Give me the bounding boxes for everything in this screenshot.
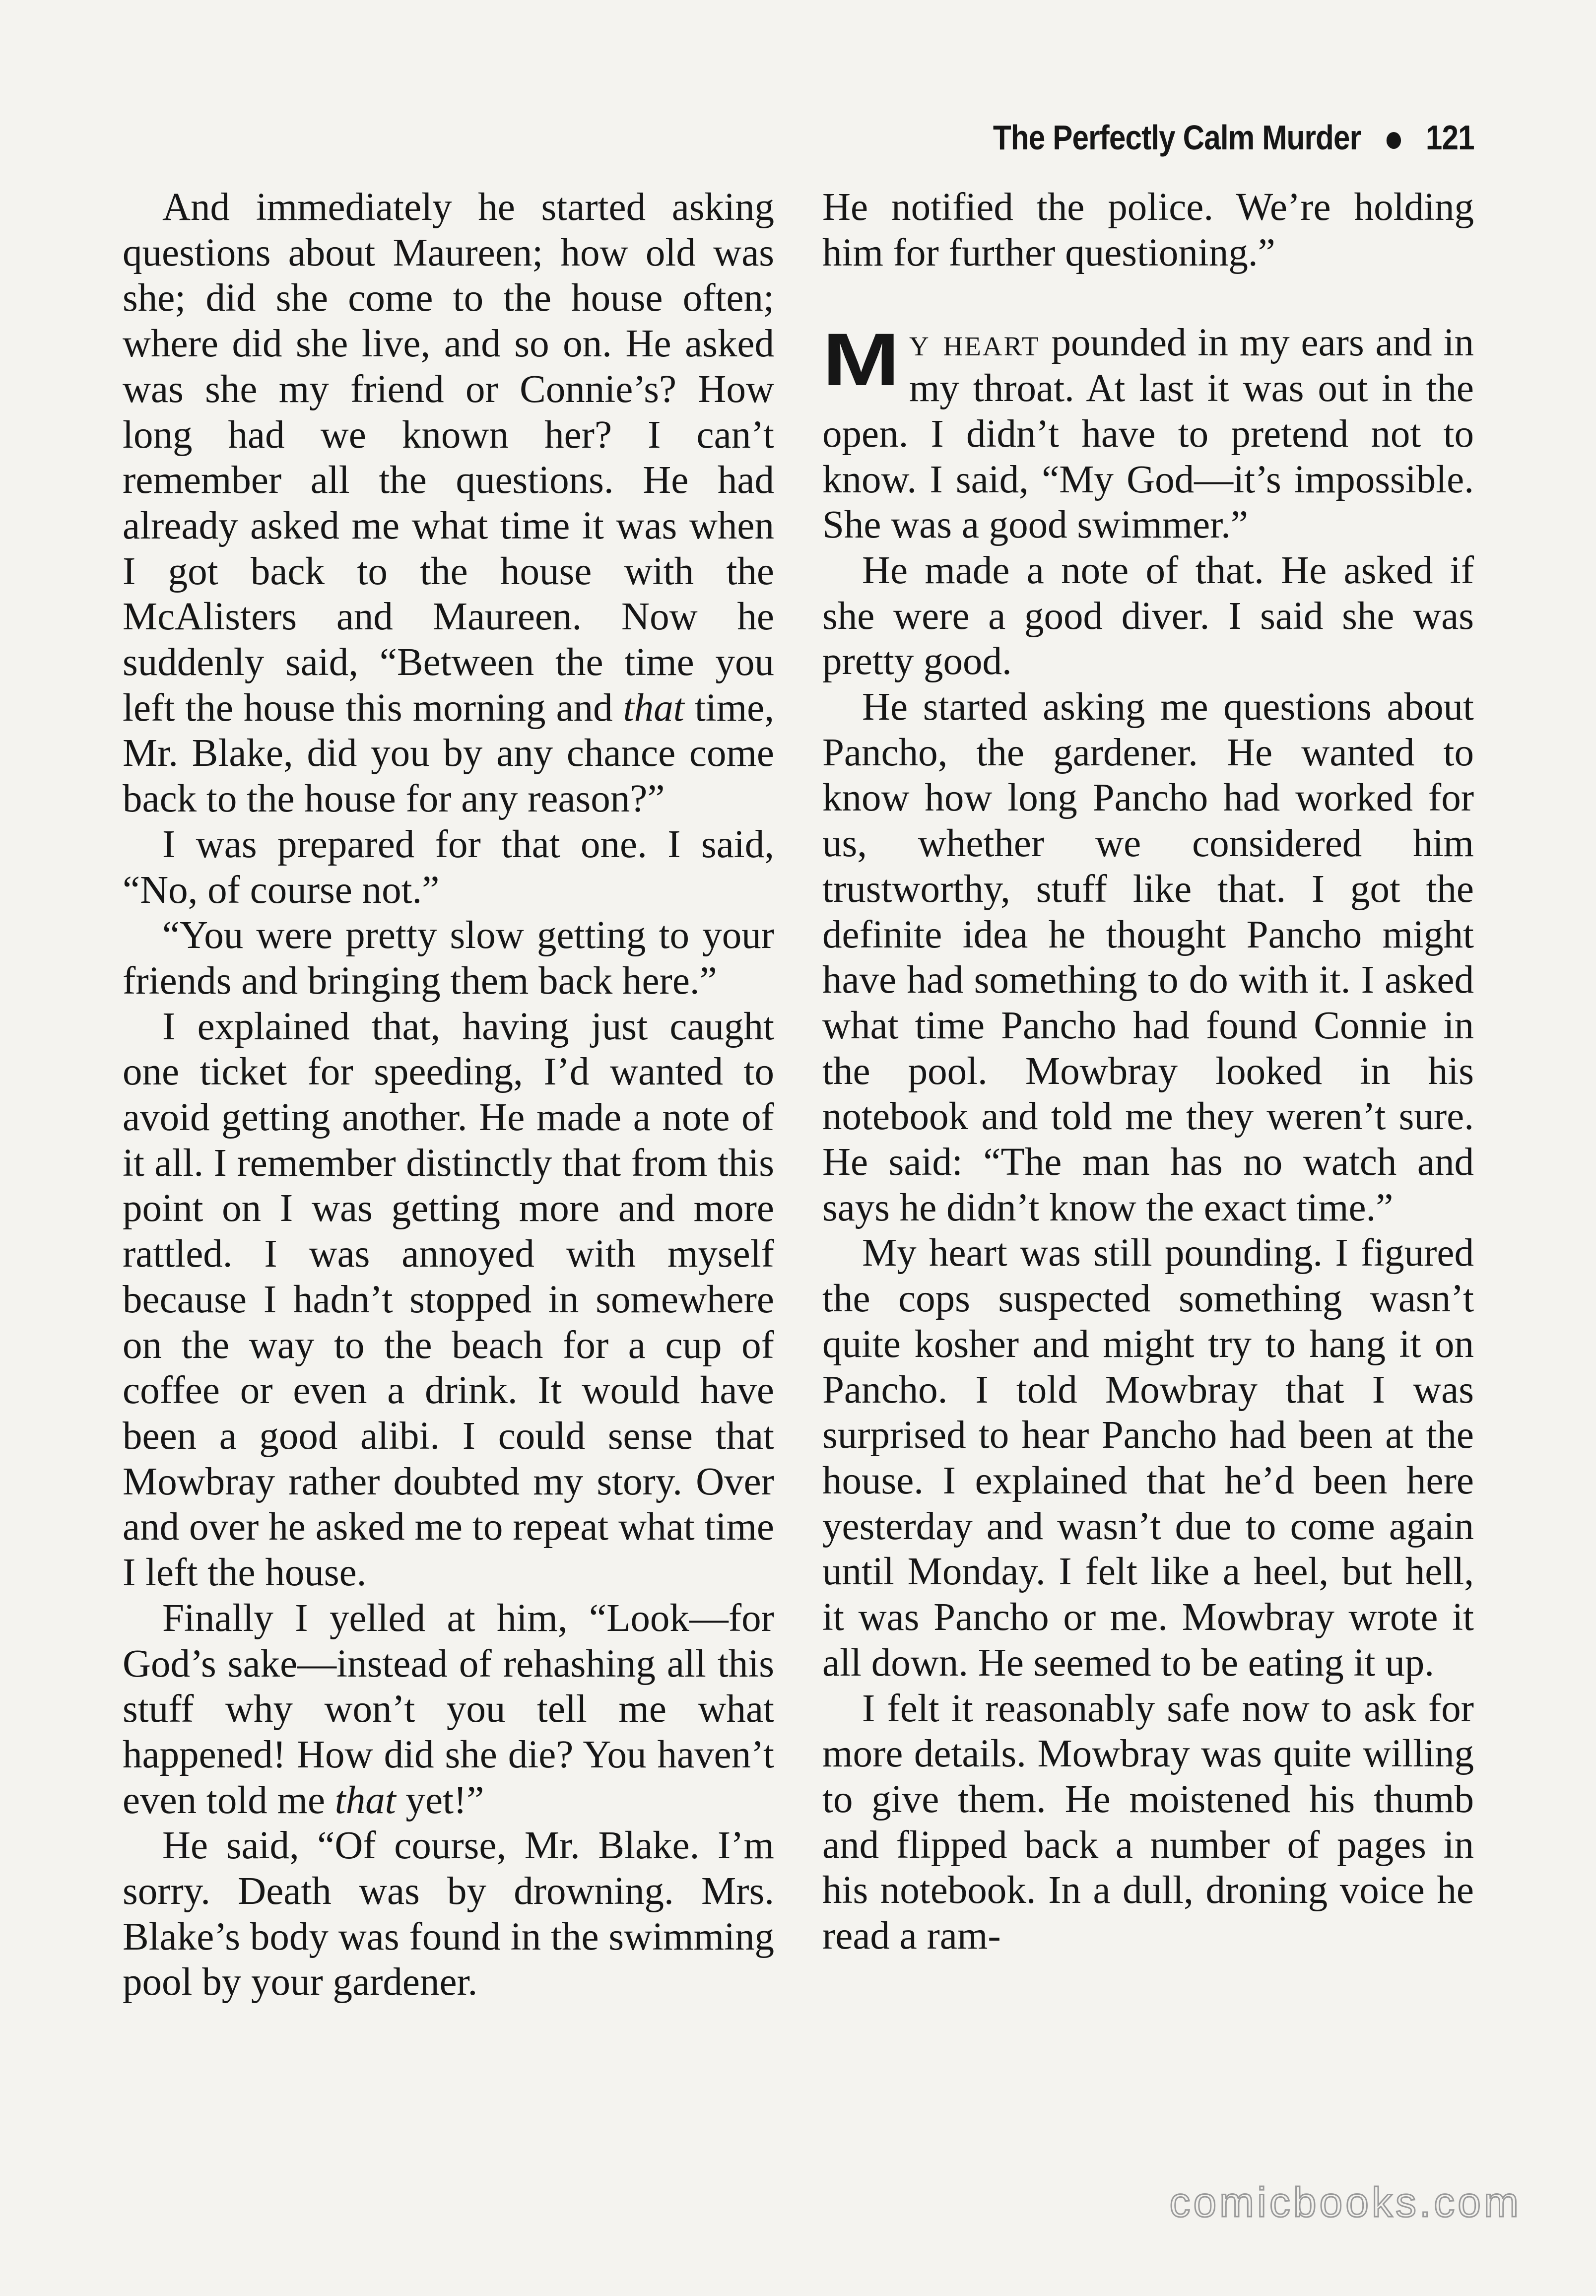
paragraph: He started asking me questions about Pancho, the gardener. He wanted to know how long Pancho had worked for us, whether we considered him trustworthy, stuff like that. I got the definite idea he thought Pancho might have had something to do with it. I asked what time Pancho had found Connie in the pool. Mowbray looked in his notebook and told me they weren’t sure. He said: “The man has no watch and says he didn’t know the exact time.” (822, 685, 1474, 1229)
paragraph (822, 320, 1474, 548)
paragraph: He made a note of that. He asked if she were a good diver. I said she was pretty good. (822, 548, 1474, 683)
emphasis-text: that (623, 686, 684, 730)
paragraph-text: And immediately he started asking questions about Maureen; how old was she; did she come to the house often; where did she live, and so on. He asked was she my friend or Connie’s? How long had we known her? I can’t remember all the questions. He had already asked me what time it was when I got back to the house with the McAlisters and Maureen. Now he suddenly said, “Between the time you left the house this morning and (123, 186, 774, 730)
right-column (822, 185, 1474, 2170)
paragraph-text: time, Mr. Blake, did you by any chance come back to the house for any reason?” (123, 686, 774, 821)
paragraph: He said, “Of course, Mr. Blake. I’m sorry. Death was by drowning. Mrs. Blake’s body was found in the swimming pool by your gardener. (123, 1824, 774, 2004)
paragraph: “You were pretty slow getting to your friends and bringing them back here.” (123, 914, 774, 1003)
bullet-separator (1387, 132, 1401, 149)
paragraph: He notified the police. We’re holding him for further questioning.” (822, 186, 1474, 274)
small-caps-lead: y heart (909, 321, 1040, 365)
paragraph: I was prepared for that one. I said, “No, of course not.” (123, 822, 774, 912)
running-head (993, 110, 1474, 165)
drop-cap: M (822, 318, 900, 402)
paragraph (123, 1596, 774, 1823)
emphasis-text: that (334, 1778, 396, 1822)
paragraph-text: yet!” (396, 1778, 484, 1822)
paragraph-text: pounded in my ears and in my throat. At last it was out in the open. I didn’t have to pretend not to know. I said, “My God—it’s impossible. She was a good swimmer.” (822, 321, 1474, 547)
left-column (123, 185, 774, 2170)
paragraph: I felt it reasonably safe now to ask for more details. Mowbray was quite willing to give them. He moistened his thumb and flipped back a number of pages in his notebook. In a dull, droning voice he read a ram- (822, 1687, 1474, 1958)
site-watermark: comicbooks.com (1169, 2179, 1522, 2226)
story-title: The Perfectly Calm Murder (993, 118, 1361, 157)
paragraph: I explained that, having just caught one ticket for speeding, I’d wanted to avoid getting another. He made a note of it all. I remember distinctly that from this point on I was getting more and more rattled. I was annoyed with myself because I hadn’t stopped in somewhere on the way to the beach for a cup of coffee or even a drink. It would have been a good alibi. I could sense that Mowbray rather doubted my story. Over and over he asked me to repeat what time I left the house. (123, 1005, 774, 1595)
page-number: 121 (1426, 118, 1474, 157)
paragraph (123, 185, 774, 822)
paragraph: My heart was still pounding. I figured the cops suspected something wasn’t quite kosher and might try to hang it on Pancho. I told Mowbray that I was surprised to hear Pancho had been at the house. I explained that he’d been here yesterday and wasn’t due to come again until Monday. I felt like a heel, but hell, it was Pancho or me. Mowbray wrote it all down. He seemed to be eating it up. (822, 1231, 1474, 1685)
paragraph-text: Finally I yelled at him, “Look—for God’s sake—instead of rehashing all this stuff why won’t you tell me what happened! How did she die? You haven’t even told me (123, 1596, 774, 1822)
